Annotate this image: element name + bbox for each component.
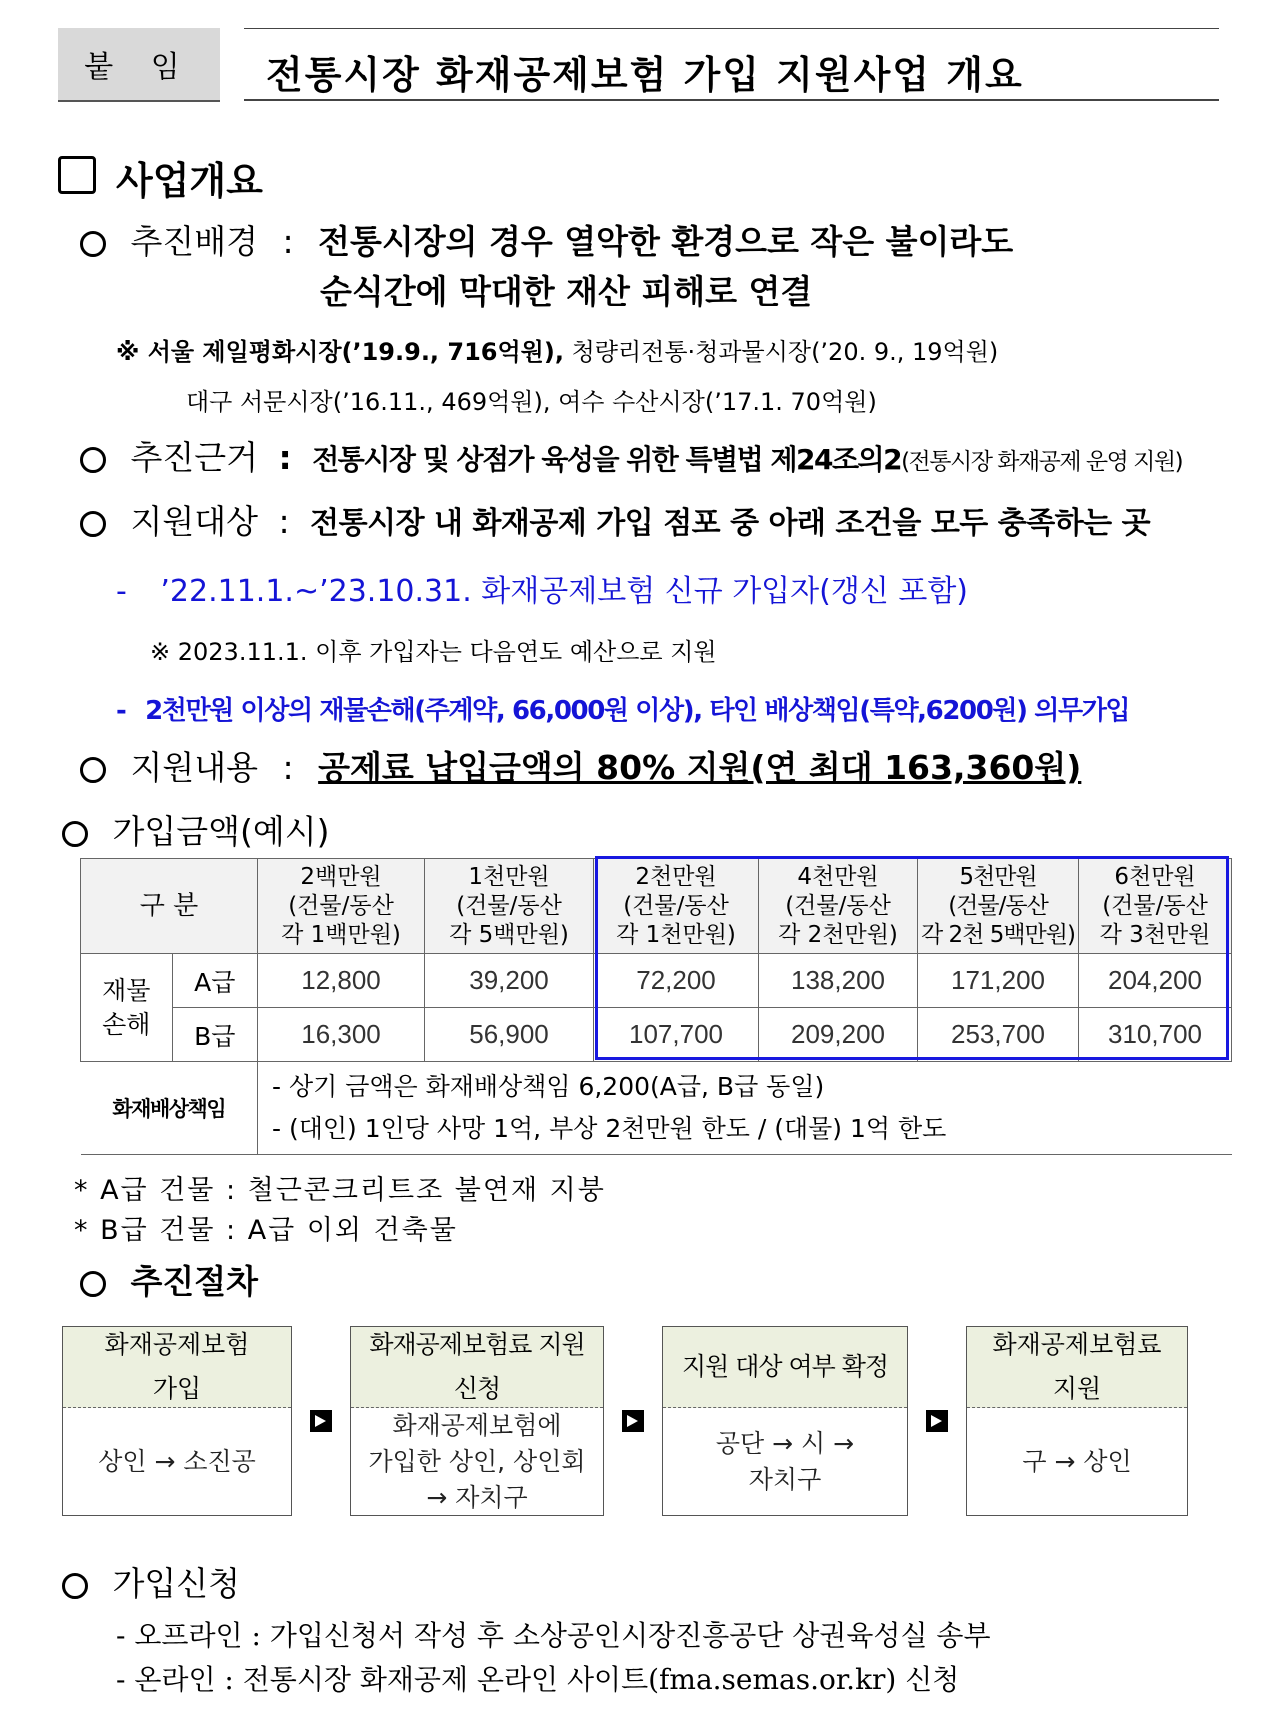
basis-item: 추진근거 : 전통시장 및 상점가 육성을 위한 특별법 제24조의2(전통시장 화재공제 운영 지원) <box>80 432 1182 479</box>
content-text: 공제료 납입금액의 80% 지원(연 최대 163,360원) <box>318 748 1082 787</box>
target-condition-note: ※ 2023.11.1. 이후 가입자는 다음연도 예산으로 지원 <box>150 638 717 666</box>
table-cell: 56,900 <box>425 1008 594 1062</box>
bullet-circle-icon <box>80 231 106 257</box>
highlight-frame <box>595 856 1229 1060</box>
table-cell: 138,200 <box>759 954 918 1008</box>
table-cell: 171,200 <box>918 954 1079 1008</box>
column-header: 1천만원 (건물/동산 각 5백만원) <box>425 859 594 954</box>
table-cell: 12,800 <box>258 954 425 1008</box>
background-note: ※ 서울 제일평화시장(’19.9., 716억원), 청량리전통·청과물시장(’20. 9., 19억원) <box>116 338 999 366</box>
basis-label: 추진근거 <box>130 438 259 477</box>
footnote-a: * A급 건물 : 철근콘크리트조 불연재 지붕 <box>74 1175 606 1206</box>
target-item: 지원대상 : 전통시장 내 화재공제 가입 점포 중 아래 조건을 모두 충족하는 곳 <box>80 496 1150 543</box>
background-text: 전통시장의 경우 열악한 환경으로 작은 불이라도 <box>318 222 1014 261</box>
table-cell: 72,200 <box>594 954 759 1008</box>
table-cell: 107,700 <box>594 1008 759 1062</box>
grade-label: A급 <box>172 954 257 1008</box>
target-condition-2: - 2천만원 이상의 재물손해(주계약, 66,000원 이상), 타인 배상책임(특약,6200원) 의무가입 <box>116 696 1130 726</box>
table-cell: 39,200 <box>425 954 594 1008</box>
table-cell: 310,700 <box>1079 1008 1232 1062</box>
arrow-right-icon <box>622 1410 644 1432</box>
procedure-step <box>662 1326 908 1516</box>
bullet-circle-icon <box>80 757 106 783</box>
table-cell: 204,200 <box>1079 954 1232 1008</box>
section-title: 사업개요 <box>116 159 263 203</box>
step-header: 화재공제보험료 지원 신청 <box>351 1327 603 1408</box>
bullet-circle-icon <box>62 821 88 847</box>
footnote-b: * B급 건물 : A급 이외 건축물 <box>74 1215 458 1246</box>
content-item: 지원내용 : 공제료 납입금액의 80% 지원(연 최대 163,360원) <box>80 742 1081 789</box>
amount-heading: 가입금액(예시) <box>62 806 330 853</box>
table-corner: 구 분 <box>81 859 258 954</box>
procedure-step <box>62 1326 292 1516</box>
table-cell: 16,300 <box>258 1008 425 1062</box>
table-cell: 253,700 <box>918 1008 1079 1062</box>
bullet-circle-icon <box>80 1271 106 1297</box>
column-header: 2천만원 (건물/동산 각 1천만원) <box>594 859 759 954</box>
basis-paren: (전통시장 화재공제 운영 지원) <box>901 449 1183 475</box>
apply-offline: - 오프라인 : 가입신청서 작성 후 소상공인시장진흥공단 상권육성실 송부 <box>116 1619 991 1652</box>
content-label: 지원내용 <box>130 748 259 787</box>
step-body: 상인 → 소진공 <box>98 1447 256 1476</box>
document-title: 전통시장 화재공제보험 가입 지원사업 개요 <box>266 53 1024 97</box>
attachment-label: 붙 임 <box>58 28 220 102</box>
bullet-circle-icon <box>62 1573 88 1599</box>
apply-online: - 온라인 : 전통시장 화재공제 온라인 사이트(fma.semas.or.kr) 신청 <box>116 1663 960 1696</box>
procedure-step <box>966 1326 1188 1516</box>
column-header: 5천만원 (건물/동산 각 2천 5백만원) <box>918 859 1079 954</box>
step-header: 지원 대상 여부 확정 <box>663 1327 907 1408</box>
arrow-right-icon <box>310 1410 332 1432</box>
bullet-circle-icon <box>80 447 106 473</box>
step-header: 화재공제보험 가입 <box>63 1327 291 1408</box>
procedure-heading: 추진절차 <box>80 1256 258 1303</box>
target-condition-1: - ’22.11.1.~’23.10.31. 화재공제보험 신규 가입자(갱신 포함) <box>116 574 969 609</box>
column-header: 6천만원 (건물/동산 각 3천만원 <box>1079 859 1232 954</box>
background-text-2: 순식간에 막대한 재산 피해로 연결 <box>320 272 813 311</box>
column-header: 2백만원 (건물/동산 각 1백만원) <box>258 859 425 954</box>
step-body: 공단 → 시 → 자치구 <box>715 1429 855 1494</box>
background-note-2: 대구 서문시장(’16.11., 469억원), 여수 수산시장(’17.1. 70억원) <box>186 388 877 416</box>
background-label: 추진배경 <box>130 222 259 261</box>
bullet-circle-icon <box>80 511 106 537</box>
step-body: 구 → 상인 <box>1022 1447 1132 1476</box>
background-item: 추진배경 : 전통시장의 경우 열악한 환경으로 작은 불이라도 <box>80 216 1013 263</box>
liability-label: 화재배상책임 <box>81 1062 258 1155</box>
procedure-step <box>350 1326 604 1516</box>
grade-label: B급 <box>172 1008 257 1062</box>
basis-text: 전통시장 및 상점가 육성을 위한 특별법 제24조의2 <box>312 443 902 476</box>
apply-heading: 가입신청 <box>62 1558 240 1605</box>
arrow-right-icon <box>926 1410 948 1432</box>
group-label: 재물 손해 <box>81 954 173 1062</box>
target-text: 전통시장 내 화재공제 가입 점포 중 아래 조건을 모두 충족하는 곳 <box>310 506 1151 541</box>
table-cell: 209,200 <box>759 1008 918 1062</box>
target-label: 지원대상 <box>130 502 259 541</box>
step-body: 화재공제보험에 가입한 상인, 상인회 → 자치구 <box>368 1411 586 1512</box>
checkbox-icon <box>58 156 96 194</box>
liability-description: - 상기 금액은 화재배상책임 6,200(A급, B급 동일) - (대인) 1인당 사망 1억, 부상 2천만원 한도 / (대물) 1억 한도 <box>258 1062 1232 1155</box>
step-header: 화재공제보험료 지원 <box>967 1327 1187 1408</box>
table-row-liability <box>81 1062 1232 1155</box>
column-header: 4천만원 (건물/동산 각 2천만원) <box>759 859 918 954</box>
